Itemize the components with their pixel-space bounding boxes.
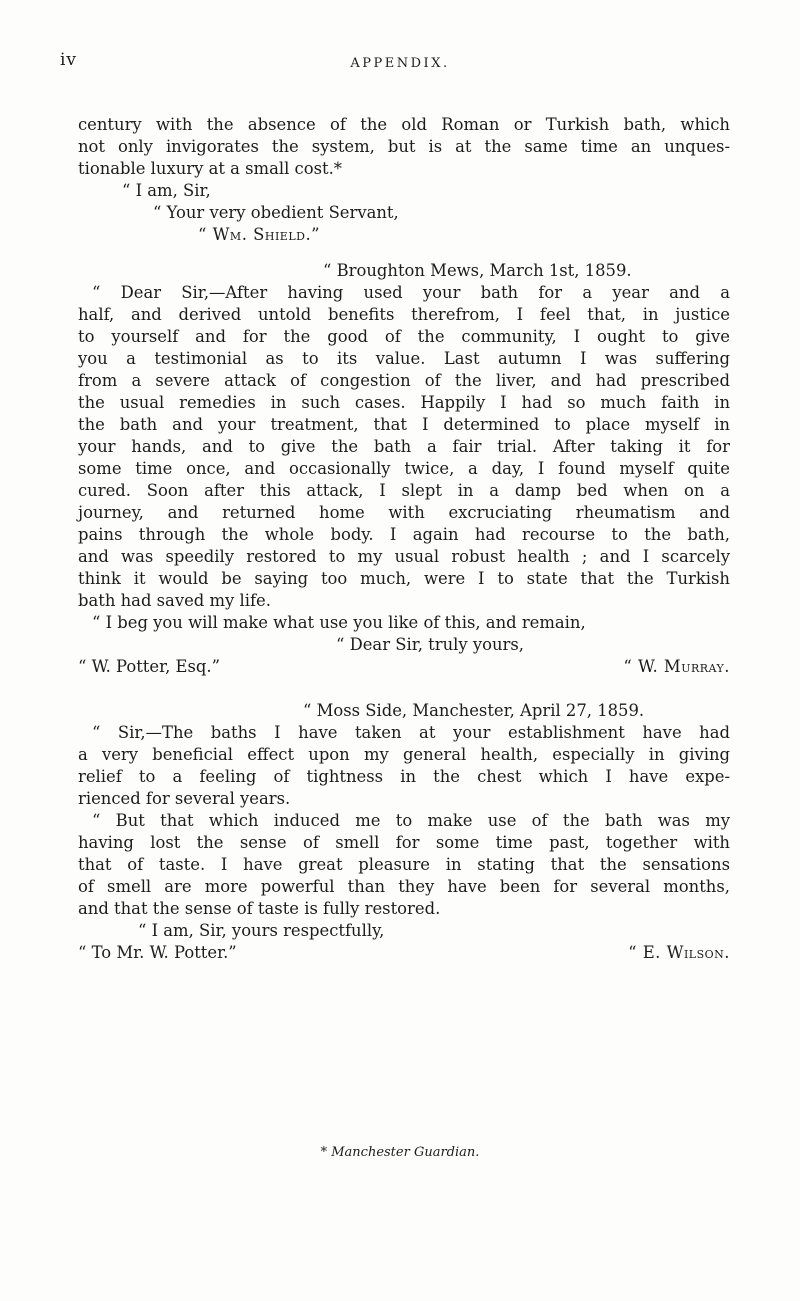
closing-line: “ I am, Sir, <box>122 181 211 200</box>
addressee: “ To Mr. W. Potter.” <box>78 943 237 962</box>
letter-murray <box>78 260 730 678</box>
text-line: “ Dear Sir,—After having used your bath for a year and a <box>92 283 730 302</box>
text-line: think it would be saying too much, were I to state that the Turkish <box>78 569 730 588</box>
text-line: some time once, and occasionally twice, a day, I found myself quite <box>78 459 730 478</box>
text-line: tionable luxury at a small cost.* <box>78 159 342 178</box>
letter-wilson <box>78 700 730 964</box>
text-line: and was speedily restored to my usual robust health ; and I scarcely <box>78 547 730 566</box>
signature: “ W. Murray. <box>623 657 730 676</box>
text-line: and that the sense of taste is fully restored. <box>78 899 441 918</box>
signature-row <box>78 656 730 678</box>
closing-line: “ Dear Sir, truly yours, <box>336 635 525 654</box>
text-line: a very beneficial effect upon my general health, especially in giving <box>78 745 730 764</box>
text-line: your hands, and to give the bath a fair trial. After taking it for <box>78 437 730 456</box>
signature: “ E. Wilson. <box>628 943 730 962</box>
text-line: of smell are more powerful than they have been for several months, <box>78 877 730 896</box>
text-line: cured. Soon after this attack, I slept in a damp bed when on a <box>78 481 730 500</box>
body-text <box>78 114 730 964</box>
text-line: “ I beg you will make what use you like of this, and remain, <box>92 613 586 632</box>
addressee: “ W. Potter, Esq.” <box>78 657 221 676</box>
text-line: having lost the sense of smell for some time past, together with <box>78 833 730 852</box>
text-line: “ Sir,—The baths I have taken at your establishment have had <box>92 723 730 742</box>
footnote: * Manchester Guardian. <box>320 1145 480 1160</box>
running-head: APPENDIX. <box>350 56 450 71</box>
text-line: that of taste. I have great pleasure in stating that the sensations <box>78 855 730 874</box>
signature: “ Wm. Shield.” <box>198 225 321 244</box>
closing-line: “ Your very obedient Servant, <box>153 203 399 222</box>
text-line: century with the absence of the old Roman or Turkish bath, which <box>78 115 730 134</box>
text-line: half, and derived untold benefits therefrom, I feel that, in justice <box>78 305 730 324</box>
text-line: to yourself and for the good of the community, I ought to give <box>78 327 730 346</box>
page-number: iv <box>60 50 78 70</box>
closing-line: “ I am, Sir, yours respectfully, <box>138 921 385 940</box>
text-line: the usual remedies in such cases. Happily I had so much faith in <box>78 393 730 412</box>
letter-shield <box>78 114 730 246</box>
text-line: bath had saved my life. <box>78 591 271 610</box>
dateline: “ Broughton Mews, March 1st, 1859. <box>323 261 632 280</box>
text-line: not only invigorates the system, but is at the same time an unques- <box>78 137 730 156</box>
text-line: “ But that which induced me to make use of the bath was my <box>92 811 730 830</box>
text-line: journey, and returned home with excruciating rheumatism and <box>78 503 730 522</box>
text-line: you a testimonial as to its value. Last autumn I was suffering <box>78 349 730 368</box>
text-line: rienced for several years. <box>78 789 291 808</box>
signature-row <box>78 942 730 964</box>
text-line: relief to a feeling of tightness in the chest which I have expe- <box>78 767 730 786</box>
text-line: the bath and your treatment, that I determined to place myself in <box>78 415 730 434</box>
text-line: from a severe attack of congestion of the liver, and had prescribed <box>78 371 730 390</box>
dateline: “ Moss Side, Manchester, April 27, 1859. <box>303 701 645 720</box>
text-line: pains through the whole body. I again had recourse to the bath, <box>78 525 730 544</box>
